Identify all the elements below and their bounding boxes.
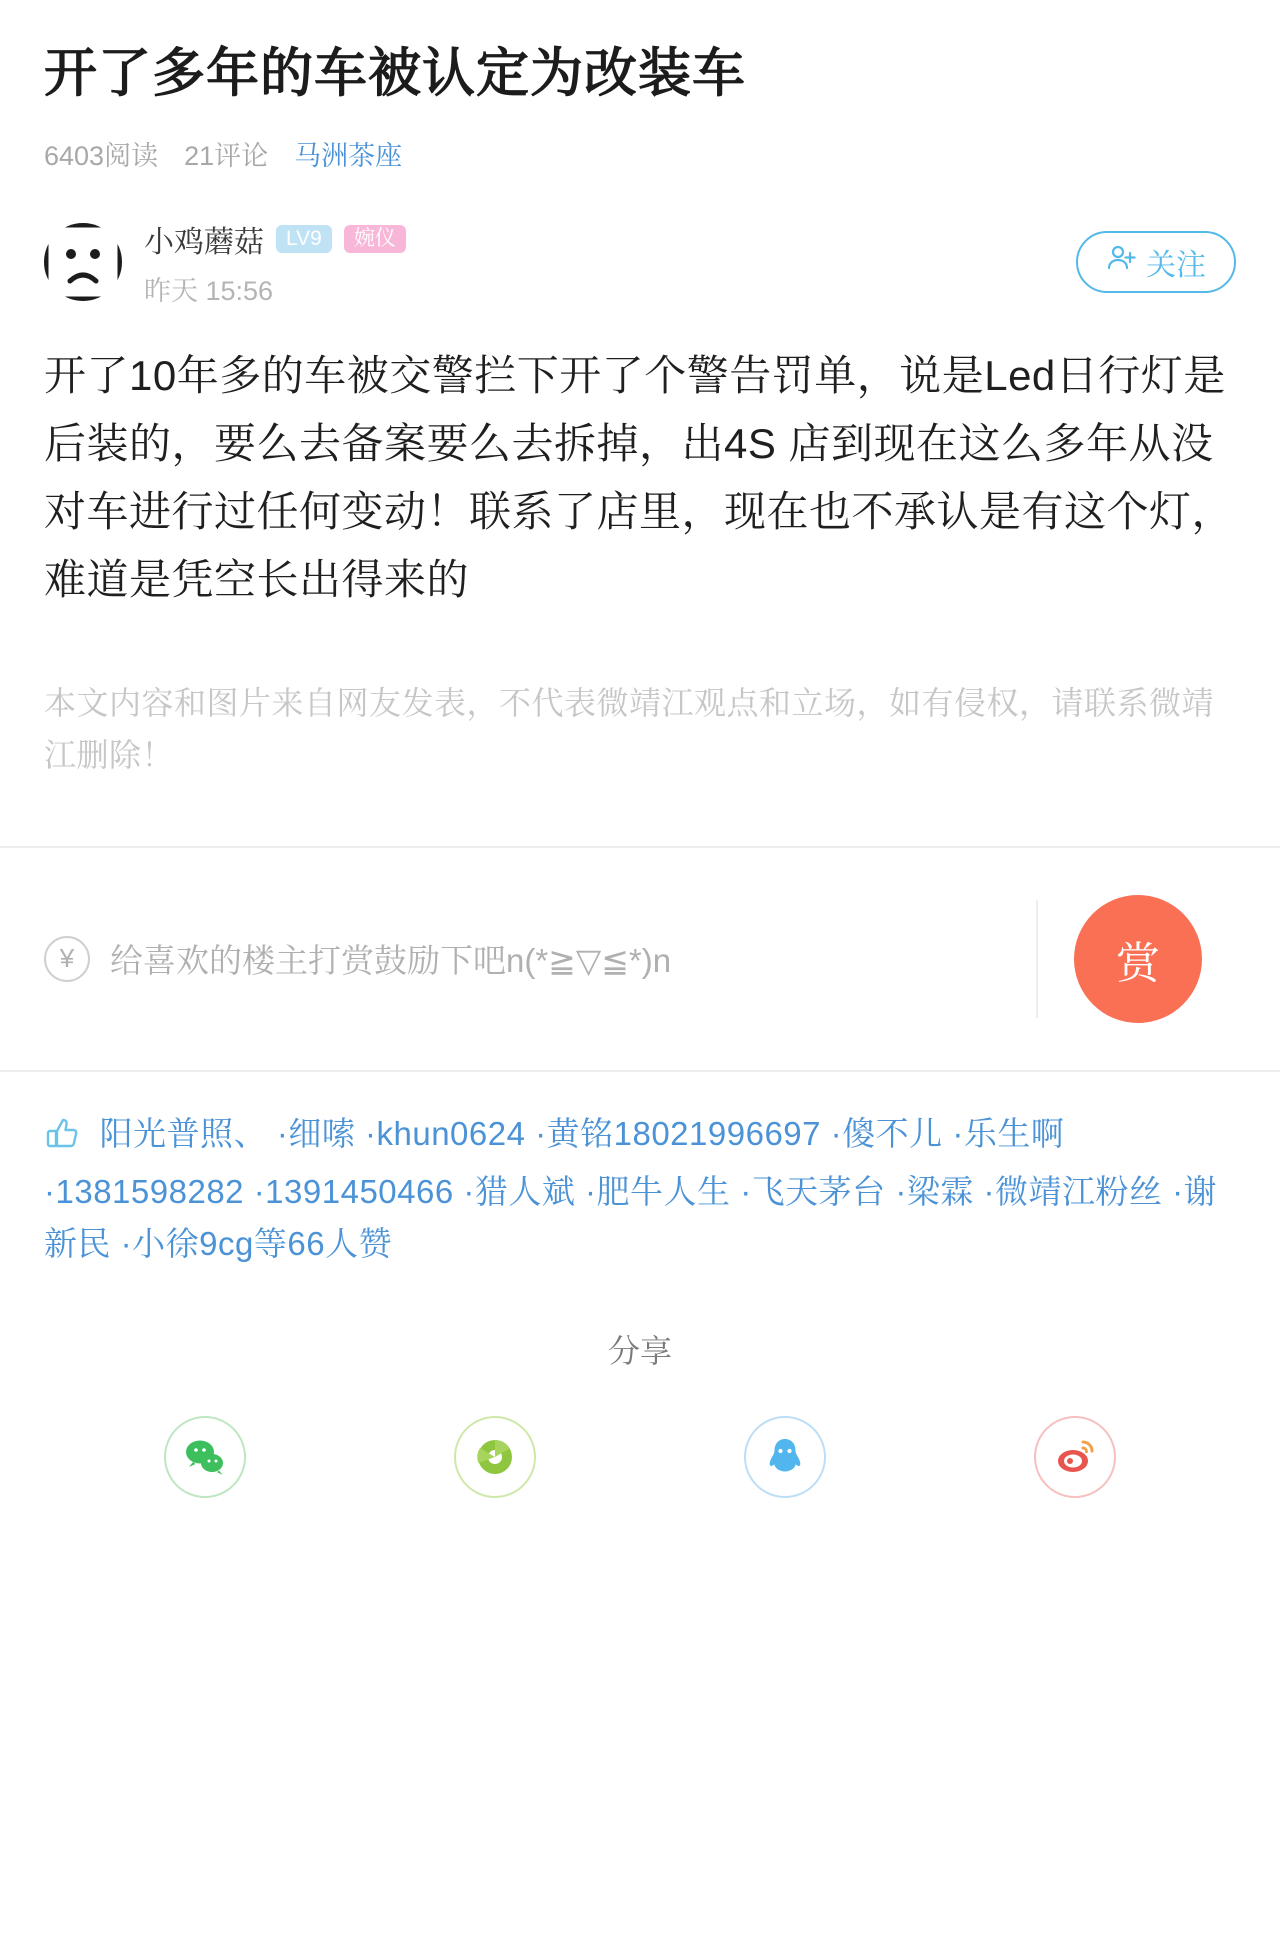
level-badge: LV9 xyxy=(276,225,332,253)
post-time: 昨天 15:56 xyxy=(144,275,274,306)
read-count: 6403阅读 xyxy=(44,140,159,171)
author-name[interactable]: 小鸡蘑菇 xyxy=(144,225,264,259)
author-info xyxy=(144,217,406,308)
avatar[interactable] xyxy=(44,223,122,301)
reward-separator xyxy=(1036,900,1038,1018)
reward-button[interactable]: 赏 xyxy=(1074,895,1202,1023)
page-title: 开了多年的车被认定为改装车 xyxy=(44,44,746,103)
wechat-icon[interactable] xyxy=(164,1416,246,1498)
forum-link[interactable]: 马洲茶座 xyxy=(294,140,403,171)
author-name-line xyxy=(144,217,406,261)
reward-bar xyxy=(0,848,1280,1070)
reward-prompt[interactable] xyxy=(44,848,1026,1070)
title-badge: 婉仪 xyxy=(344,225,406,253)
likers-text[interactable]: 阳光普照、 ·细嗦 ·khun0624 ·黄铭18021996697 ·傻不儿 ·乐生啊 ·1381598282 ·1391450466 ·猎人斌 ·肥牛人生 ·飞天茅台 ·梁霖 ·微靖江粉丝 ·谢新民 ·小徐9cg等66人赞 xyxy=(44,1114,1218,1262)
follow-button[interactable] xyxy=(1076,231,1236,293)
user-plus-icon xyxy=(1106,243,1136,281)
likers-list xyxy=(0,1072,1280,1270)
share-label: 分享 xyxy=(607,1332,672,1369)
moments-icon[interactable] xyxy=(454,1416,536,1498)
thumb-up-icon[interactable] xyxy=(44,1114,80,1166)
weibo-icon[interactable] xyxy=(1034,1416,1116,1498)
share-icons xyxy=(0,1416,1280,1558)
title-block xyxy=(0,0,1280,173)
comment-count: 21评论 xyxy=(184,140,269,171)
author-row xyxy=(0,217,1280,308)
disclaimer-text: 本文内容和图片来自网友发表，不代表微靖江观点和立场，如有侵权，请联系微靖江删除！ xyxy=(44,684,1215,773)
qq-icon[interactable] xyxy=(744,1416,826,1498)
post-meta xyxy=(44,134,1236,173)
yen-icon: ¥ xyxy=(44,936,90,982)
reward-placeholder: 给喜欢的楼主打赏鼓励下吧n(*≧▽≦*)n xyxy=(110,942,672,980)
post-content: 开了10年多的车被交警拦下开了个警告罚单，说是Led日行灯是后装的，要么去备案要么去拆掉，出4S 店到现在这么多年从没对车进行过任何变动！联系了店里，现在也不承认是有这个灯，难道是凭空长出得来的 xyxy=(44,351,1235,603)
follow-label: 关注 xyxy=(1146,249,1206,283)
